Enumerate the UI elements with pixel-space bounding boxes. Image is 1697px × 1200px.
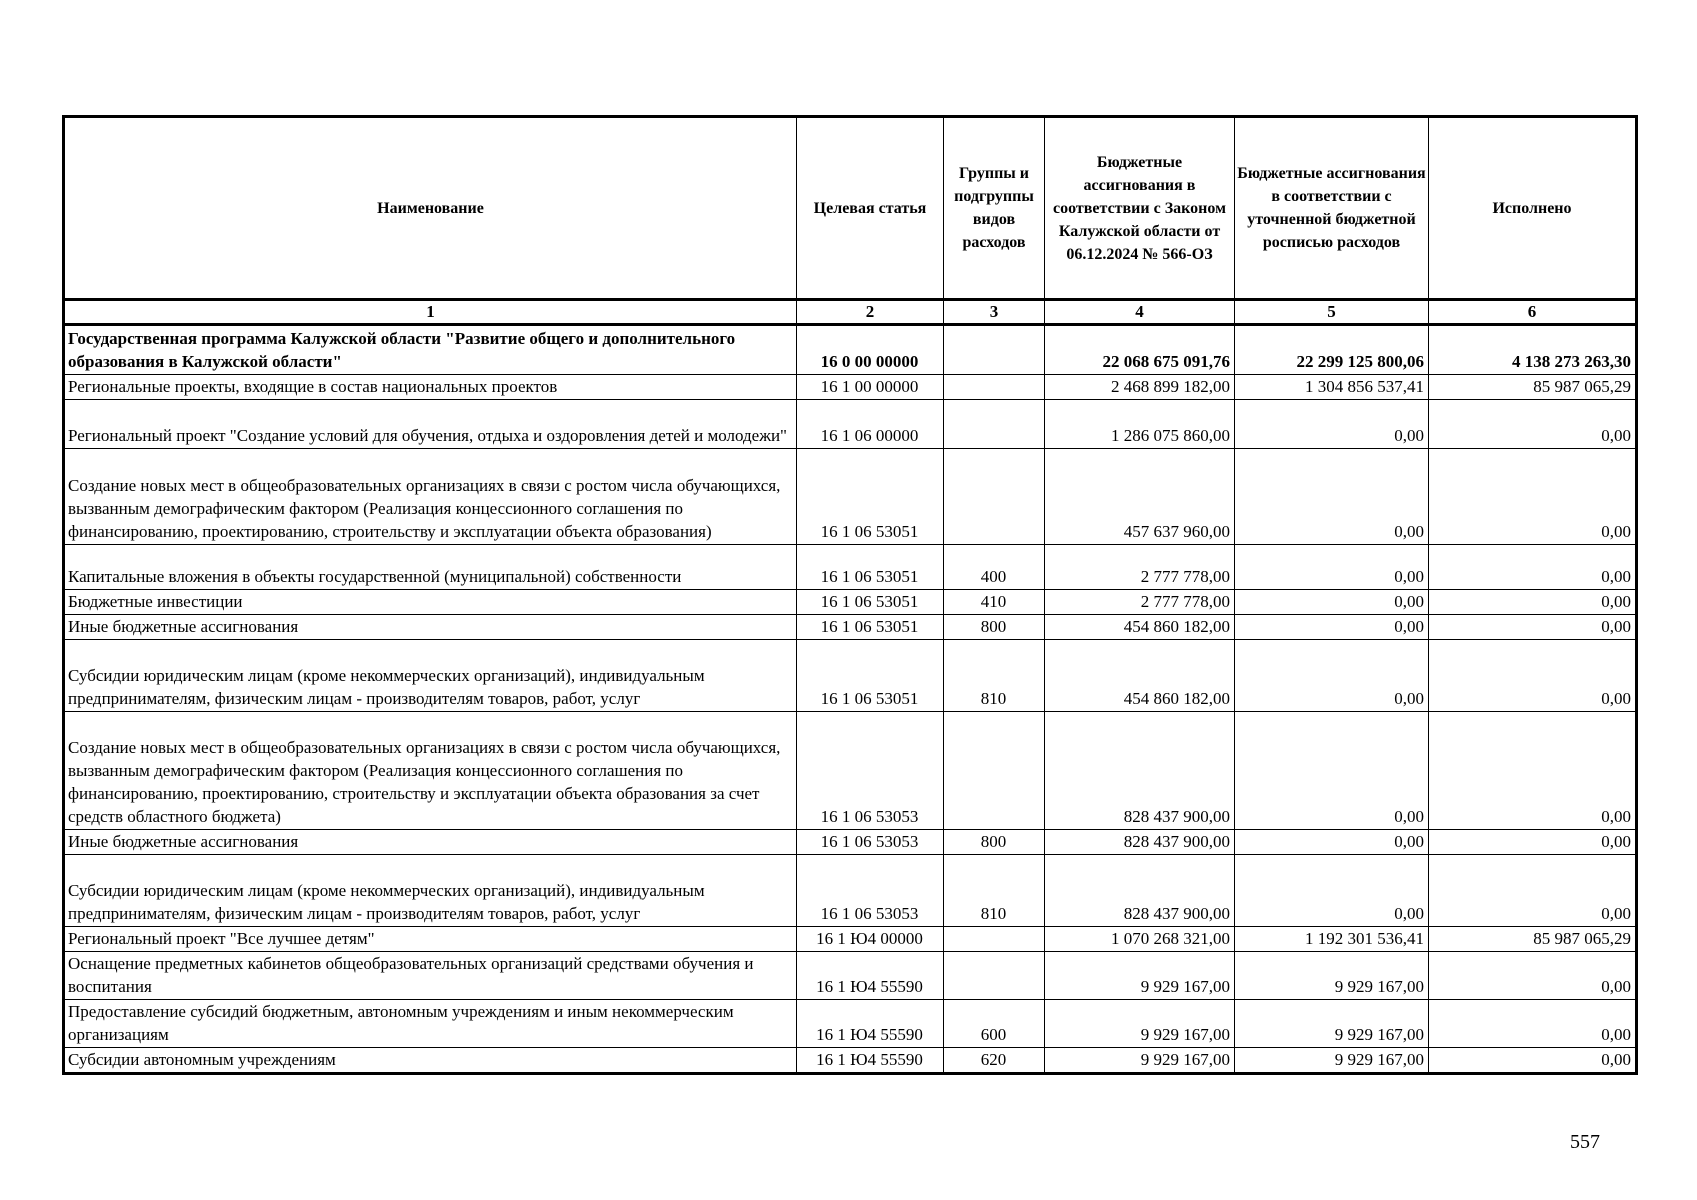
header-expense-groups: Группы и подгруппы видов расходов bbox=[944, 117, 1045, 300]
row-name: Субсидии автономным учреждениям bbox=[64, 1048, 797, 1074]
row-refined-allocation: 9 929 167,00 bbox=[1235, 952, 1429, 1000]
row-name: Иные бюджетные ассигнования bbox=[64, 830, 797, 855]
row-law-allocation: 2 777 778,00 bbox=[1045, 590, 1235, 615]
row-executed: 0,00 bbox=[1429, 640, 1637, 712]
row-target-article: 16 1 00 00000 bbox=[797, 375, 944, 400]
row-executed: 0,00 bbox=[1429, 615, 1637, 640]
row-executed: 0,00 bbox=[1429, 830, 1637, 855]
page-number: 557 bbox=[1570, 1131, 1600, 1153]
row-name: Капитальные вложения в объекты государственной (муниципальной) собственности bbox=[64, 545, 797, 590]
row-refined-allocation: 0,00 bbox=[1235, 615, 1429, 640]
table-row bbox=[64, 590, 1637, 615]
column-number: 5 bbox=[1235, 300, 1429, 325]
table-body bbox=[64, 325, 1637, 1074]
row-expense-group: 410 bbox=[944, 590, 1045, 615]
row-executed: 0,00 bbox=[1429, 545, 1637, 590]
row-refined-allocation: 0,00 bbox=[1235, 545, 1429, 590]
table-row bbox=[64, 712, 1637, 830]
column-number: 6 bbox=[1429, 300, 1637, 325]
row-target-article: 16 1 Ю4 55590 bbox=[797, 952, 944, 1000]
row-name: Субсидии юридическим лицам (кроме некоммерческих организаций), индивидуальным предпринимателям, физическим лицам - производителям товаров, работ, услуг bbox=[64, 855, 797, 927]
table-row bbox=[64, 952, 1637, 1000]
row-executed: 85 987 065,29 bbox=[1429, 375, 1637, 400]
row-refined-allocation: 1 192 301 536,41 bbox=[1235, 927, 1429, 952]
column-number-row bbox=[64, 300, 1637, 325]
table-row bbox=[64, 1048, 1637, 1074]
row-refined-allocation: 22 299 125 800,06 bbox=[1235, 325, 1429, 375]
row-target-article: 16 1 06 53051 bbox=[797, 640, 944, 712]
row-expense-group bbox=[944, 400, 1045, 449]
table-row bbox=[64, 855, 1637, 927]
table-row bbox=[64, 400, 1637, 449]
row-expense-group bbox=[944, 449, 1045, 545]
header-executed: Исполнено bbox=[1429, 117, 1637, 300]
header-row bbox=[64, 117, 1637, 300]
row-target-article: 16 1 06 53051 bbox=[797, 449, 944, 545]
row-refined-allocation: 0,00 bbox=[1235, 712, 1429, 830]
row-expense-group bbox=[944, 927, 1045, 952]
row-expense-group: 810 bbox=[944, 640, 1045, 712]
row-law-allocation: 454 860 182,00 bbox=[1045, 640, 1235, 712]
row-executed: 0,00 bbox=[1429, 400, 1637, 449]
row-law-allocation: 2 468 899 182,00 bbox=[1045, 375, 1235, 400]
row-refined-allocation: 1 304 856 537,41 bbox=[1235, 375, 1429, 400]
row-target-article: 16 0 00 00000 bbox=[797, 325, 944, 375]
budget-table bbox=[62, 115, 1638, 1075]
row-refined-allocation: 0,00 bbox=[1235, 449, 1429, 545]
row-expense-group bbox=[944, 375, 1045, 400]
row-executed: 0,00 bbox=[1429, 1000, 1637, 1048]
row-name: Региональный проект "Создание условий для обучения, отдыха и оздоровления детей и молодежи" bbox=[64, 400, 797, 449]
row-expense-group: 810 bbox=[944, 855, 1045, 927]
row-target-article: 16 1 Ю4 00000 bbox=[797, 927, 944, 952]
header-refined-allocations: Бюджетные ассигнования в соответствии с уточненной бюджетной росписью расходов bbox=[1235, 117, 1429, 300]
row-expense-group bbox=[944, 325, 1045, 375]
row-law-allocation: 1 286 075 860,00 bbox=[1045, 400, 1235, 449]
row-law-allocation: 828 437 900,00 bbox=[1045, 855, 1235, 927]
table-row bbox=[64, 545, 1637, 590]
row-refined-allocation: 0,00 bbox=[1235, 640, 1429, 712]
row-expense-group bbox=[944, 952, 1045, 1000]
row-name: Создание новых мест в общеобразовательных организациях в связи с ростом числа обучающихся, вызванным демографическим фактором (Реализация концессионного соглашения по финансированию, проектированию, строительству и эксплуатации объекта образования) bbox=[64, 449, 797, 545]
row-name: Иные бюджетные ассигнования bbox=[64, 615, 797, 640]
row-target-article: 16 1 06 00000 bbox=[797, 400, 944, 449]
row-refined-allocation: 0,00 bbox=[1235, 590, 1429, 615]
row-law-allocation: 22 068 675 091,76 bbox=[1045, 325, 1235, 375]
row-expense-group: 620 bbox=[944, 1048, 1045, 1074]
row-law-allocation: 828 437 900,00 bbox=[1045, 712, 1235, 830]
row-name: Субсидии юридическим лицам (кроме некоммерческих организаций), индивидуальным предпринимателям, физическим лицам - производителям товаров, работ, услуг bbox=[64, 640, 797, 712]
row-executed: 0,00 bbox=[1429, 855, 1637, 927]
row-law-allocation: 9 929 167,00 bbox=[1045, 1000, 1235, 1048]
table-row bbox=[64, 449, 1637, 545]
row-target-article: 16 1 06 53053 bbox=[797, 712, 944, 830]
table-row bbox=[64, 830, 1637, 855]
row-target-article: 16 1 Ю4 55590 bbox=[797, 1000, 944, 1048]
row-target-article: 16 1 06 53053 bbox=[797, 855, 944, 927]
row-law-allocation: 9 929 167,00 bbox=[1045, 1048, 1235, 1074]
row-target-article: 16 1 Ю4 55590 bbox=[797, 1048, 944, 1074]
row-target-article: 16 1 06 53053 bbox=[797, 830, 944, 855]
row-law-allocation: 828 437 900,00 bbox=[1045, 830, 1235, 855]
row-name: Оснащение предметных кабинетов общеобразовательных организаций средствами обучения и воспитания bbox=[64, 952, 797, 1000]
row-refined-allocation: 0,00 bbox=[1235, 830, 1429, 855]
row-name: Государственная программа Калужской области "Развитие общего и дополнительного образования в Калужской области" bbox=[64, 325, 797, 375]
table-row bbox=[64, 927, 1637, 952]
row-name: Предоставление субсидий бюджетным, автономным учреждениям и иным некоммерческим организациям bbox=[64, 1000, 797, 1048]
row-law-allocation: 2 777 778,00 bbox=[1045, 545, 1235, 590]
row-refined-allocation: 9 929 167,00 bbox=[1235, 1048, 1429, 1074]
row-expense-group bbox=[944, 712, 1045, 830]
row-executed: 4 138 273 263,30 bbox=[1429, 325, 1637, 375]
table-row bbox=[64, 1000, 1637, 1048]
header-target-article: Целевая статья bbox=[797, 117, 944, 300]
row-refined-allocation: 9 929 167,00 bbox=[1235, 1000, 1429, 1048]
row-name: Создание новых мест в общеобразовательных организациях в связи с ростом числа обучающихся, вызванным демографическим фактором (Реализация концессионного соглашения по финансированию, проектированию, строительству и эксплуатации объекта образования за счет средств областного бюджета) bbox=[64, 712, 797, 830]
column-number: 1 bbox=[64, 300, 797, 325]
row-name: Бюджетные инвестиции bbox=[64, 590, 797, 615]
row-law-allocation: 9 929 167,00 bbox=[1045, 952, 1235, 1000]
header-name: Наименование bbox=[64, 117, 797, 300]
row-executed: 0,00 bbox=[1429, 952, 1637, 1000]
column-number: 3 bbox=[944, 300, 1045, 325]
row-law-allocation: 1 070 268 321,00 bbox=[1045, 927, 1235, 952]
row-executed: 0,00 bbox=[1429, 449, 1637, 545]
row-law-allocation: 454 860 182,00 bbox=[1045, 615, 1235, 640]
column-number: 2 bbox=[797, 300, 944, 325]
row-executed: 0,00 bbox=[1429, 712, 1637, 830]
row-expense-group: 400 bbox=[944, 545, 1045, 590]
row-target-article: 16 1 06 53051 bbox=[797, 545, 944, 590]
table-row bbox=[64, 640, 1637, 712]
row-target-article: 16 1 06 53051 bbox=[797, 590, 944, 615]
row-refined-allocation: 0,00 bbox=[1235, 400, 1429, 449]
row-executed: 85 987 065,29 bbox=[1429, 927, 1637, 952]
row-refined-allocation: 0,00 bbox=[1235, 855, 1429, 927]
header-law-allocations: Бюджетные ассигнования в соответствии с Законом Калужской области от 06.12.2024 № 566-ОЗ bbox=[1045, 117, 1235, 300]
column-number: 4 bbox=[1045, 300, 1235, 325]
row-executed: 0,00 bbox=[1429, 590, 1637, 615]
row-law-allocation: 457 637 960,00 bbox=[1045, 449, 1235, 545]
table-row bbox=[64, 325, 1637, 375]
row-name: Региональный проект "Все лучшее детям" bbox=[64, 927, 797, 952]
row-executed: 0,00 bbox=[1429, 1048, 1637, 1074]
table-row bbox=[64, 615, 1637, 640]
table-row bbox=[64, 375, 1637, 400]
row-name: Региональные проекты, входящие в состав национальных проектов bbox=[64, 375, 797, 400]
row-expense-group: 600 bbox=[944, 1000, 1045, 1048]
row-target-article: 16 1 06 53051 bbox=[797, 615, 944, 640]
row-expense-group: 800 bbox=[944, 830, 1045, 855]
row-expense-group: 800 bbox=[944, 615, 1045, 640]
